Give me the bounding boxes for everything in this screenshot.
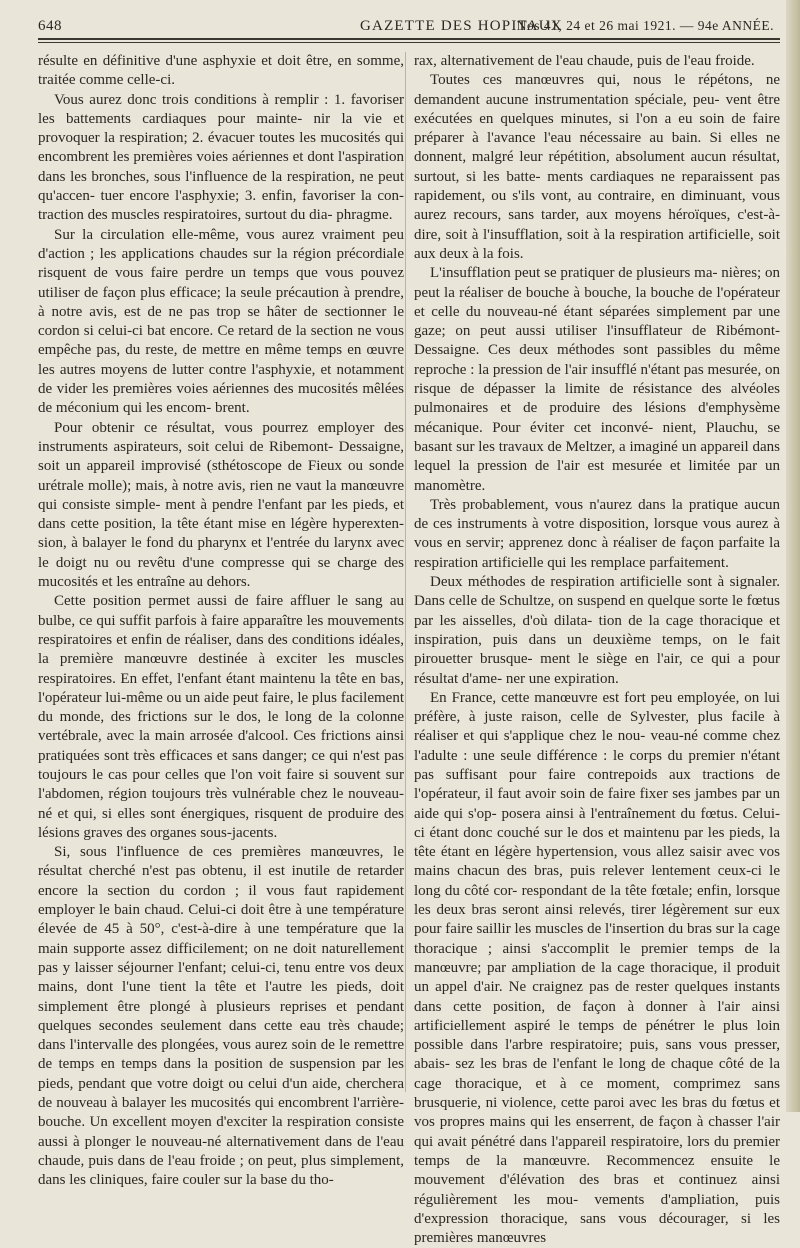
paragraph: En France, cette manœuvre est fort peu employée, on lui préfère, à juste raison, celle de Sylvester, plus facile à réaliser et qui s'applique chez le nou- veau-né comme chez l'adulte : une seule différence : le corps du premier n'étant pas suffisant pour faire contrepoids aux tractions de l'opérateur, il faut avoir soin de faire fixer ses jambes par un aide qui s'op- posera ainsi à l'entraînement du fœtus. Celui-ci étant donc couché sur le dos et maintenu par les pieds, la tête étant en légère hypertension, vous allez saisir avec vos mains chacun des bras, puis relever lentement ceux-ci le long du côté cor- respondant de la tête fœtale; enfin, lorsque les deux bras seront ainsi relevés, tirer légèrement sur eux pour faire saillir les muscles de l'insertion du bras sur la cage thoracique ; ainsi s'accomplit le premier temps de la manœuvre; par ampliation de la cage thoracique, il produit un appel d'air. Ne craignez pas de rester quelques instants dans cette position, de façon à donner à l'air ainsi artificiellement aspiré le temps de pénétrer le plus loin possible dans l'arbre respiratoire; puis, sans vous presser, abais- sez les bras de l'enfant le long de chaque côté de la cage thoracique, et à ce moment, comprimez sans brusquerie, ni violence, cette paroi avec les bras du fœtus et vos propres mains qui les enserrent, de façon à chasser l'air qui avait pénétré dans l'appareil respiratoire, lors du premier temps de la manœuvre. Recommencez ensuite le mouvement d'élévation des bras et continuez ainsi régulièrement les mou- vements d'ampliation, puis d'expression thoracique, sans vous décourager, si les premières manœuvres [414, 689, 780, 1247]
paragraph: Si, sous l'influence de ces premières manœuvres, le résultat cherché n'est pas obtenu, il est inutile de retarder encore la section du cordon ; il vous faut rapidement employer le bain chaud. Celui-ci doit être à une température élevée de 45 à 50°, c'est-à-dire à une température que la main supporte assez difficilement; on ne doit naturellement pas y laisser séjourner l'enfant; celui-ci, tenu entre vos deux mains, dont l'une tient la tête et l'autre les pieds, doit simplement être plongé à plusieurs reprises et pendant quelques secondes seulement dans cette eau très chaude; dans l'intervalle des plongées, vous aurez soin de le remettre de temps en temps dans la position de suspension par les pieds, pendant que votre doigt ou celui d'un aide, cherchera de nouveau à balayer les mucosités qui encombrent l'arrière-bouche. Un excellent moyen d'exciter la respiration consiste aussi à plonger le nouveau-né alternativement dans de l'eau chaude, puis dans de l'eau froide ; on peut, plus simplement, dans les cliniques, faire couler sur la base du tho- [38, 844, 404, 1189]
paragraph: Pour obtenir ce résultat, vous pourrez employer des instruments aspirateurs, soit celui de Ribemont- Dessaigne, soit un appareil improvisé (sthétoscope de Fieux ou sonde urétrale molle); mais, à notre avis, rien ne vaut la manœuvre qui consiste simple- ment à pendre l'enfant par les pieds, et dans cette position, la tête étant mise en légère hyperexten- sion, à balayer le fond du pharynx et l'entrée du larynx avec le doigt nu ou revêtu d'une compresse qui se charge des mucosités et les entraîne au dehors. [38, 419, 404, 591]
paragraph: Très probablement, vous n'aurez dans la pratique aucun de ces instruments à votre disposition, lorsque vous aurez à vous en servir; apprenez donc à réaliser de façon parfaite la respiration artificielle qui les remplace parfaitement. [414, 496, 780, 571]
left-column [38, 52, 404, 1191]
paragraph: Deux méthodes de respiration artificielle sont à signaler. Dans celle de Schultze, on suspend en quelque sorte le fœtus par les aisselles, d'où dilata- tion de la cage thoracique et inspiration, puis dans un deuxième temps, on le fait pirouetter brusque- ment le siège en l'air, ce qui a pour résultat d'ame- ner une expiration. [414, 574, 780, 687]
header-rule-thin [38, 42, 780, 43]
issue-info: Nos 41, 24 et 26 mai 1921. — 94e ANNÉE. [516, 18, 774, 33]
paragraph: Toutes ces manœuvres qui, nous le répétons, ne demandent aucune instrumentation spéciale, peu- vent être exécutées en quelques minutes, si l'on a eu soin de faire préparer à l'avance l'eau nécessaire au bain. Si elles ne donnent, malgré leur répétition, absolument aucun résultat, surtout, si les batte- ments cardiaques ne reparaissent pas rapidement, ou s'ils vont, au contraire, en diminuant, vous aurez recours, sans tarder, aux moyens héroïques, c'est-à-dire, soit à l'insufflation, soit à la respiration artificielle, soit aux deux à la fois. [414, 72, 780, 262]
header-rule [38, 38, 780, 40]
page-number: 648 [38, 18, 62, 34]
right-column [414, 52, 780, 1248]
page-edge [786, 0, 800, 1112]
column-divider [405, 52, 406, 1092]
journal-title: GAZETTE DES HOPITAUX [360, 18, 563, 34]
paragraph: rax, alternativement de l'eau chaude, puis de l'eau froide. [414, 53, 755, 69]
paragraph: résulte en définitive d'une asphyxie et doit être, en somme, traitée comme celle-ci. [38, 53, 404, 89]
paragraph: Cette position permet aussi de faire affluer le sang au bulbe, ce qui suffit parfois à faire apparaître les mouvements respiratoires et enfin de réaliser, dans des conditions idéales, la première manœuvre destinée à exciter les muscles respiratoires. En effet, l'enfant étant maintenu la tête en bas, l'opérateur lui-même ou un aide peut faire, le plus facilement du monde, des frictions sur le dos, le long de la colonne vertébrale, avec la main arrosée d'alcool. Ces frictions ainsi pratiquées sont très efficaces et sans danger; ce qui n'est pas toujours le cas pour celles que l'on voit faire si souvent sur l'abdomen, région toujours très vulnérable chez le nouveau-né et qui, si elles sont énergiques, risquent de produire des lésions graves des organes sous-jacents. [38, 593, 404, 841]
paragraph: Vous aurez donc trois conditions à remplir : 1. favoriser les battements cardiaques pour mainte- nir la vie et provoquer la respiration; 2. évacuer toutes les mucosités qui encombrent les premières voies aériennes et dont l'aspiration dans les bronches, sous l'influence de la respiration, ne peut qu'accen- tuer encore l'asphyxie; 3. enfin, favoriser la con- traction des muscles respiratoires, surtout du dia- phragme. [38, 91, 404, 224]
page-header [38, 12, 780, 40]
paragraph: L'insufflation peut se pratiquer de plusieurs ma- nières; on peut la réaliser de bouche à bouche, la bouche de l'opérateur et celle du nouveau-né étant séparées simplement par une gaze; on peut aussi utiliser l'insufflateur de Ribémont-Dessaigne. Ces deux méthodes sont passibles du même reproche : la pression de l'air insufflé n'étant pas mesurée, on risque de dépasser la limite de résistance des alvéoles pulmonaires et de produire des lésions d'emphysème mécanique. Pour éviter cet inconvé- nient, Plauchu, se basant sur les travaux de Meltzer, a imaginé un appareil dans lequel la pression de l'air est mesurée et limitée par un manomètre. [414, 265, 780, 494]
paragraph: Sur la circulation elle-même, vous aurez vraiment peu d'action ; les applications chaudes sur la région précordiale risquent de vous faire perdre un temps que vous pouvez utiliser de façon plus efficace; la seule précaution à prendre, à notre avis, est de ne pas trop se hâter de sectionner le cordon si celui-ci bat encore. Ce retard de la section ne vous empêche pas, du reste, de mettre en même temps en œuvre les autres moyens de lutter contre l'asphyxie, et notamment de vider les premières voies aériennes des mucosités mêlées de méconium qui les encom- brent. [38, 226, 404, 417]
